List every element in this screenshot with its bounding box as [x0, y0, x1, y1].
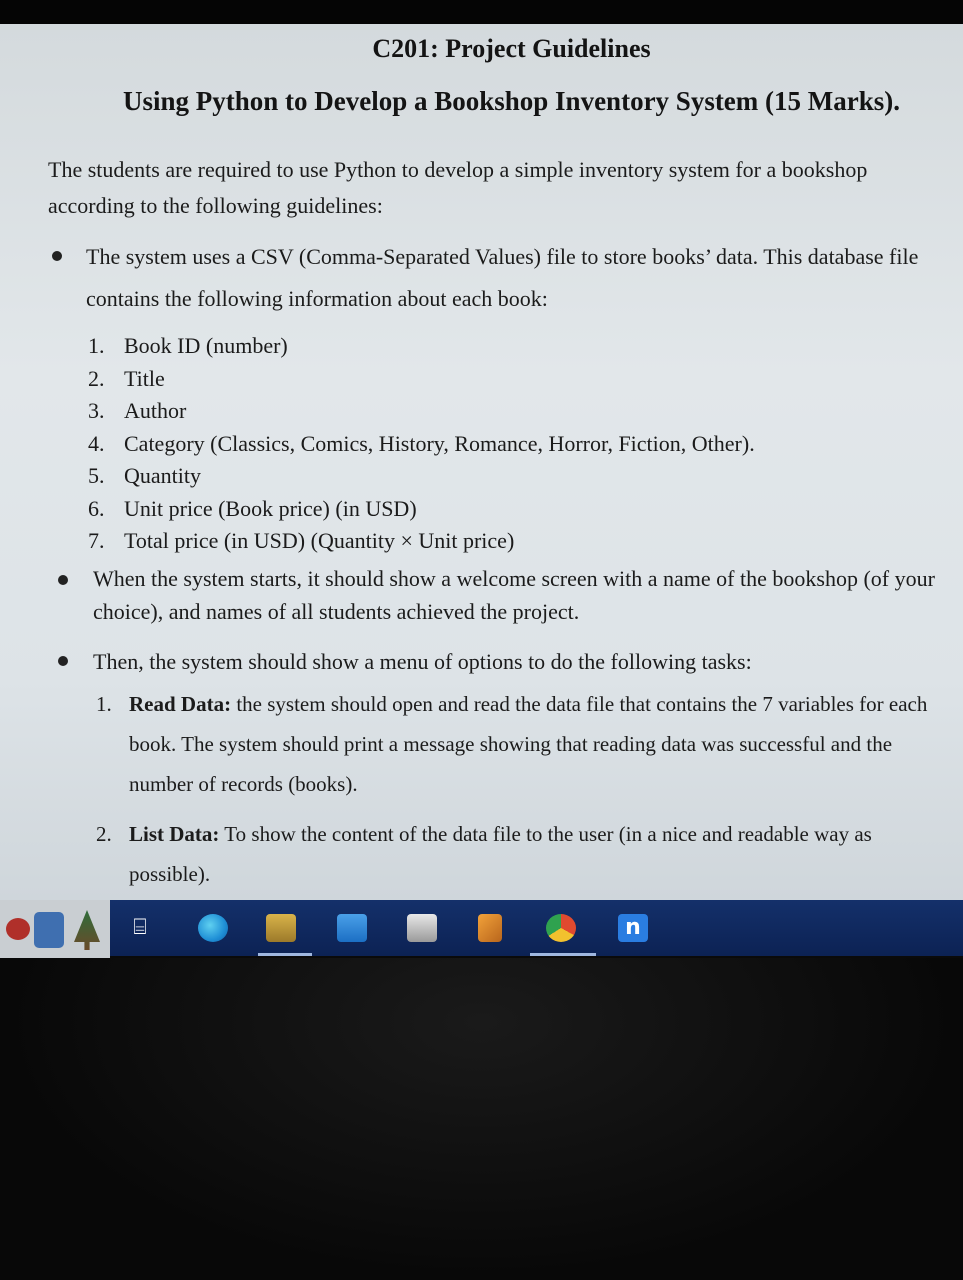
bullet-dot [52, 251, 62, 261]
document-title: C201: Project Guidelines [372, 34, 651, 63]
fields-list [88, 330, 755, 558]
chrome-icon[interactable] [546, 914, 576, 942]
task-list-data: 2. List Data: To show the content of the data file to the user (in a nice and readable way as possible). [96, 822, 872, 886]
bullet-dot [58, 575, 68, 585]
sublime-icon[interactable] [478, 914, 502, 942]
task-view-icon[interactable]: ⌸ [133, 915, 147, 940]
document-subtitle: Using Python to Develop a Bookshop Inventory System (15 Marks). [122, 86, 901, 116]
active-app-indicator [530, 953, 596, 956]
list-item: 5. Quantity [88, 463, 201, 488]
list-item: 1. Book ID (number) [88, 333, 288, 358]
laptop-bezel [0, 958, 963, 1280]
intro-paragraph: The students are required to use Python to develop a simple inventory system for a bookshop according to the following guidelines: [48, 157, 868, 218]
task-label: Read Data: [129, 692, 232, 716]
bullet-menu: Then, the system should show a menu of options to do the following tasks: [93, 649, 752, 674]
app-n-icon[interactable]: n [618, 914, 648, 942]
list-item: 2. Title [88, 365, 165, 391]
list-item: 4. Category (Classics, Comics, History, Romance, Horror, Fiction, Other). [88, 430, 755, 456]
top-bezel [0, 0, 963, 24]
list-item: 3. Author [88, 398, 187, 423]
task-read-data: 1. Read Data: the system should open and read the data file that contains the 7 variables for each book. The system should print a message showing that reading data was successful and the number of records (books). [96, 692, 928, 796]
bullet-welcome-screen: When the system starts, it should show a welcome screen with a name of the bookshop (of your choice), and names of all students achieved the project. [93, 566, 935, 624]
suitcase-icon [34, 912, 64, 948]
task-label: List Data: [129, 822, 220, 846]
document-page [0, 24, 963, 900]
store-icon[interactable] [407, 914, 437, 942]
tree-icon [74, 910, 100, 950]
bullet-csv-file: The system uses a CSV (Comma-Separated Values) file to store books’ data. This database file contains the following information about each book: [86, 244, 919, 311]
edge-icon[interactable] [198, 914, 228, 942]
list-item: 7. Total price (in USD) (Quantity × Unit price) [88, 528, 515, 553]
apple-icon [6, 918, 30, 940]
list-item: 6. Unit price (Book price) (in USD) [88, 495, 417, 521]
active-app-indicator [258, 953, 312, 956]
mail-icon[interactable] [337, 914, 367, 942]
system-tray-area [0, 900, 110, 958]
file-explorer-icon[interactable] [266, 914, 296, 942]
taskbar [0, 900, 963, 956]
bullet-dot [58, 656, 68, 666]
